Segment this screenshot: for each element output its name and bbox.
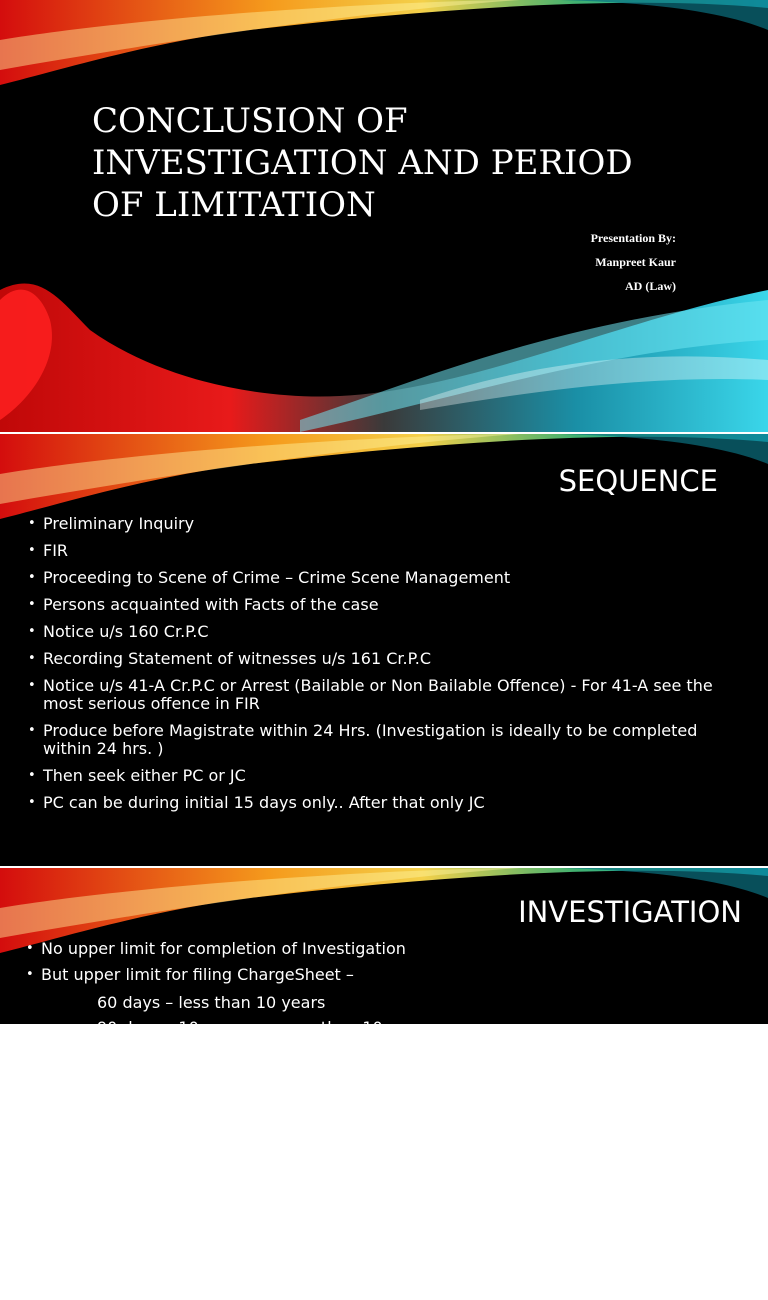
list-item: [28, 542, 728, 560]
bullet-icon: •: [28, 543, 36, 558]
bullet-icon: •: [28, 795, 36, 810]
presenter-role: AD (Law): [625, 279, 676, 293]
bullet-icon: •: [26, 941, 34, 956]
list-item-text: Recording Statement of witnesses u/s 161 Cr.P.C: [43, 649, 431, 668]
swoosh-decoration: [0, 868, 768, 1300]
presenter-block: [591, 226, 676, 298]
bullet-icon: •: [28, 651, 36, 666]
list-item: [28, 677, 728, 713]
bullet-icon: •: [28, 768, 36, 783]
list-item-text: PC can be during initial 15 days only.. After that only JC: [43, 793, 485, 812]
list-item: [28, 650, 728, 668]
list-item: [28, 767, 728, 785]
presenter-label: Presentation By:: [590, 231, 676, 245]
list-item-text: Produce before Magistrate within 24 Hrs. (Investigation is ideally to be completed within 24 hrs. ): [43, 721, 698, 758]
list-item: [26, 940, 746, 958]
bullet-list: [26, 940, 746, 992]
list-item-text: Preliminary Inquiry: [43, 514, 195, 533]
bullet-icon: •: [28, 597, 36, 612]
presenter-name: Manpreet Kaur: [595, 255, 676, 269]
list-item-text: Persons acquainted with Facts of the case: [43, 595, 379, 614]
list-item-text: Notice u/s 160 Cr.P.C: [43, 622, 209, 641]
list-item: [26, 966, 746, 984]
list-item-text: FIR: [43, 541, 69, 560]
list-item-text: But upper limit for filing ChargeSheet –: [41, 965, 354, 984]
list-item: [28, 569, 728, 587]
list-item: [28, 794, 728, 812]
list-item: [28, 623, 728, 641]
sequence-slide[interactable]: [0, 434, 768, 866]
list-item-text: No upper limit for completion of Investigation: [41, 939, 406, 958]
list-item-text: Then seek either PC or JC: [43, 766, 246, 785]
bullet-list: [28, 515, 728, 821]
list-item: [28, 722, 728, 758]
sub-item: 90 days – 10 years or more than 10 years: [97, 1018, 432, 1037]
bullet-icon: •: [28, 570, 36, 585]
list-item-text: Proceeding to Scene of Crime – Crime Scene Management: [43, 568, 511, 587]
slide-title: SEQUENCE: [558, 464, 718, 498]
bullet-icon: •: [28, 516, 36, 531]
list-item: [28, 515, 728, 533]
bullet-icon: •: [28, 723, 36, 738]
slide-title: CONCLUSION OF INVESTIGATION AND PERIOD OF LIMITATION: [92, 101, 633, 225]
list-item: [28, 596, 728, 614]
bullet-icon: •: [28, 624, 36, 639]
bullet-icon: •: [26, 967, 34, 982]
bullet-icon: •: [28, 678, 36, 693]
investigation-slide[interactable]: [0, 868, 768, 1037]
list-item-text: Notice u/s 41-A Cr.P.C or Arrest (Bailable or Non Bailable Offence) - For 41-A see the most serious offence in FIR: [43, 676, 713, 713]
title-slide[interactable]: [0, 0, 768, 432]
sub-item: 60 days – less than 10 years: [97, 993, 326, 1012]
slide-title: INVESTIGATION: [518, 895, 742, 929]
